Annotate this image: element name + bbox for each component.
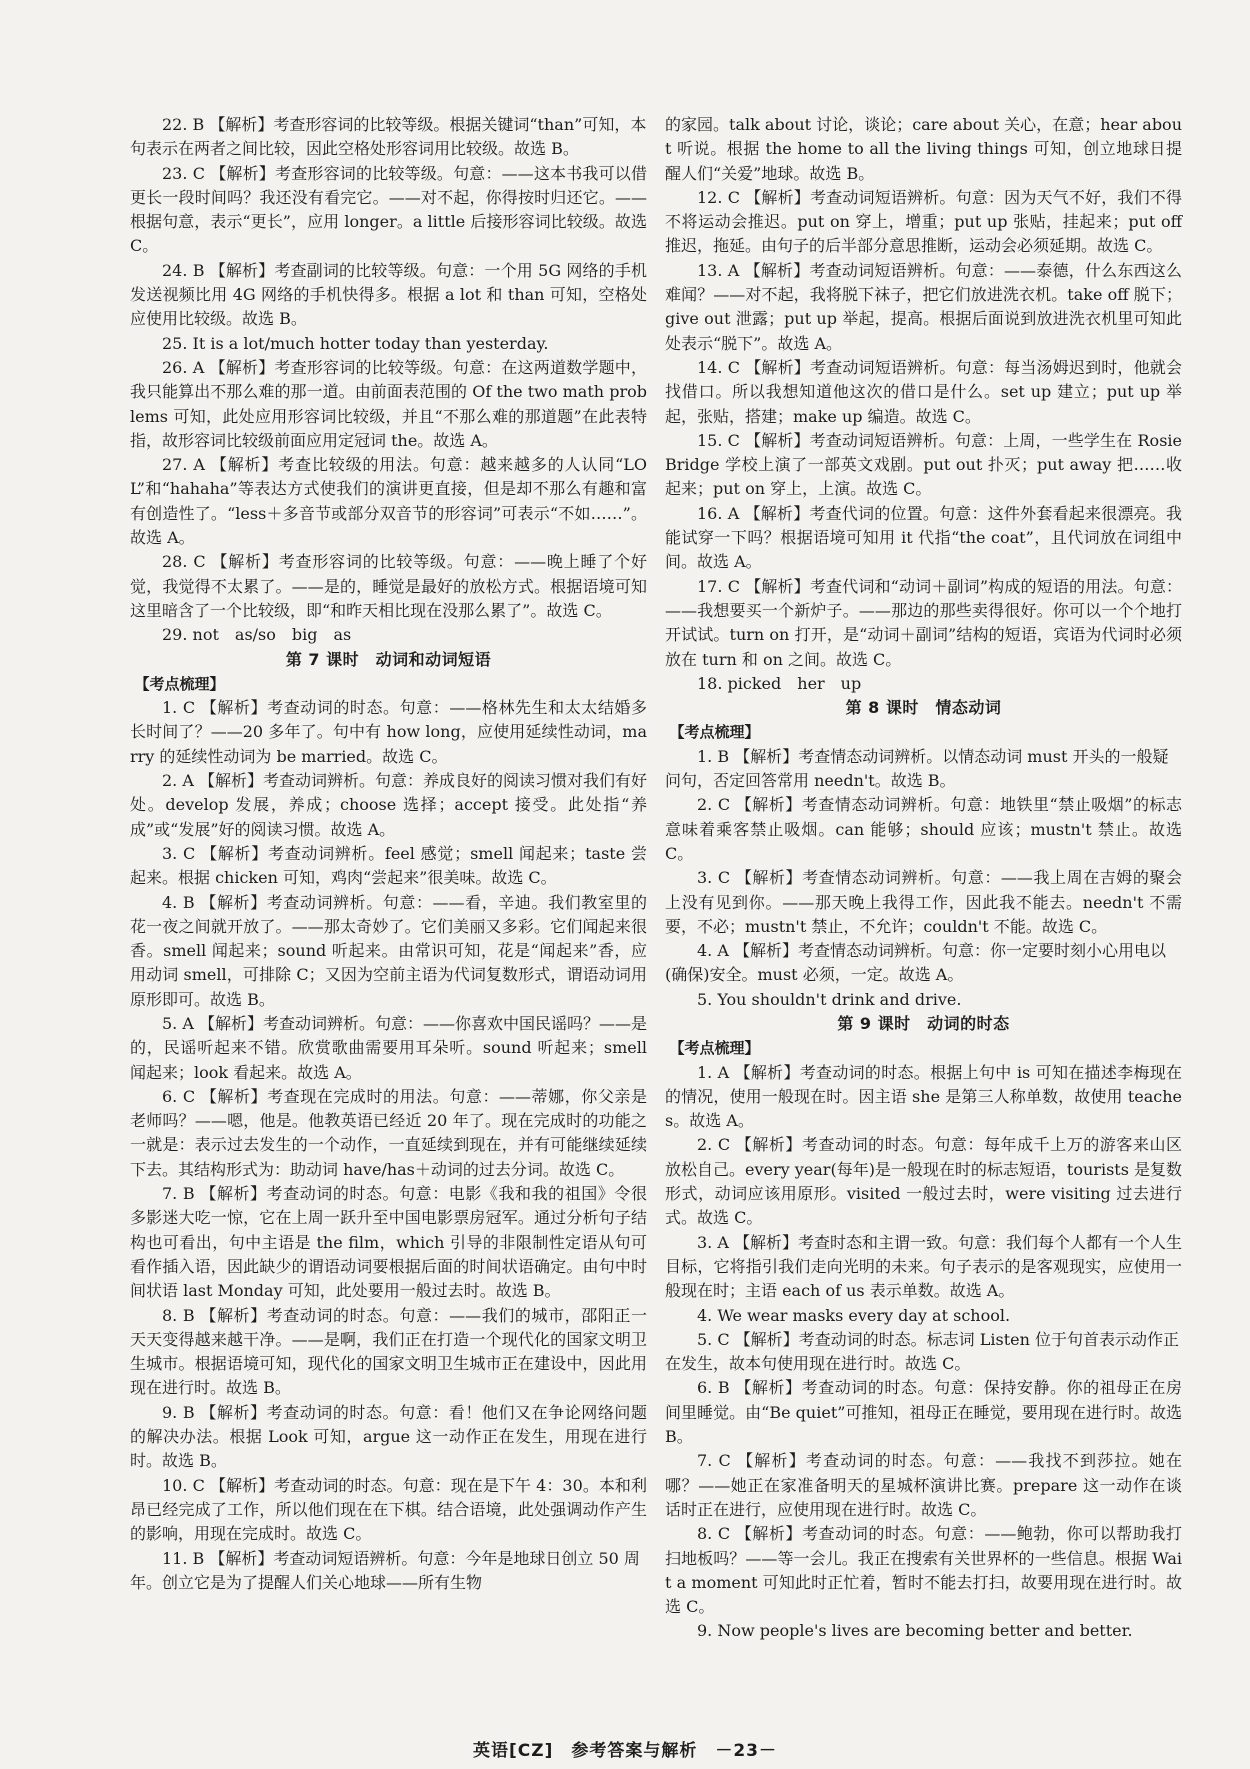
- answer-item: 28. C 【解析】考查形容词的比较等级。句意：——晚上睡了个好觉，我觉得不太累了。——是的，睡觉是最好的放松方式。根据语境可知这里暗含了一个比较级，即“和昨天相比现在没那么累了”。故选 C。: [130, 552, 647, 620]
- answer-item: 26. A 【解析】考查形容词的比较等级。句意：在这两道数学题中，我只能算出不那么难的那一道。由前面表范围的 Of the two math problems 可知，此处应用形容词比较级，并且“不那么难的那道题”在此表特指，故形容词比较级前面应用定冠词 the。故选 A。: [130, 357, 647, 450]
- answer-item: 24. B 【解析】考查副词的比较等级。句意：一个用 5G 网络的手机发送视频比用 4G 网络的手机快得多。根据 a lot 和 than 可知，空格处应使用比较级。故选 B。: [130, 260, 647, 329]
- answer-item: 18. picked her up: [697, 673, 862, 693]
- section-heading: 第 7 课时 动词和动词短语: [285, 649, 492, 669]
- answer-item: 22. B 【解析】考查形容词的比较等级。根据关键词“than”可知，本句表示在两者之间比较，因此空格处形容词用比较级。故选 B。: [130, 115, 647, 159]
- answer-item: 5. A 【解析】考查动词辨析。句意：——你喜欢中国民谣吗？——是的，民谣听起来不错。欣赏歌曲需要用耳朵听。sound 听起来；smell 闻起来；look 看起来。故选 A。: [130, 1013, 647, 1082]
- answer-item: 5. You shouldn't drink and drive.: [697, 989, 962, 1009]
- answer-item: 7. B 【解析】考查动词的时态。句意：电影《我和我的祖国》令很多影迷大吃一惊，它在上周一跃升至中国电影票房冠军。通过分析句子结构也可看出，句中主语是 the film，which 引导的非限制性定语从句可看作插入语，因此缺少的谓语动词要根据后面的时间状语确定。由句中时间状语 last Monday 可知，此处要用一般过去时。故选 B。: [130, 1184, 647, 1301]
- page-footer: 英语[CZ] 参考答案与解析 －23－: [473, 1741, 777, 1761]
- subsection-label: 【考点梳理】: [669, 723, 760, 742]
- answer-item: 6. C 【解析】考查现在完成时的用法。句意：——蒂娜，你父亲是老师吗？——嗯，他是。他教英语已经近 20 年了。现在完成时的功能之一就是：表示过去发生的一个动作，一直延续到现在，并有可能继续延续下去。其结构形式为：助动词 have/has＋动词的过去分词。故选 C。: [130, 1086, 647, 1179]
- answer-item: 9. B 【解析】考查动词的时态。句意：看！他们又在争论网络问题的解决办法。根据 Look 可知，argue 这一动作正在发生，用现在进行时。故选 B。: [130, 1402, 647, 1471]
- answer-item: 14. C 【解析】考查动词短语辨析。句意：每当汤姆迟到时，他就会找借口。所以我想知道他这次的借口是什么。set up 建立；put up 举起，张贴，搭建；make up 编造。故选 C。: [665, 357, 1182, 426]
- answer-item: 2. C 【解析】考查情态动词辨析。句意：地铁里“禁止吸烟”的标志意味着乘客禁止吸烟。can 能够；should 应该；mustn't 禁止。故选 C。: [665, 795, 1182, 863]
- answer-item: 17. C 【解析】考查代词和“动词＋副词”构成的短语的用法。句意：——我想要买一个新炉子。——那边的那些卖得很好。你可以一个个地打开试试。turn on 打开，是“动词＋副词”结构的短语，宾语为代词时必须放在 turn 和 on 之间。故选 C。: [665, 576, 1182, 669]
- subsection-label: 【考点梳理】: [669, 1039, 760, 1058]
- answer-item: 9. Now people's lives are becoming better and better.: [697, 1621, 1133, 1641]
- answer-item: 8. B 【解析】考查动词的时态。句意：——我们的城市，邵阳正一天天变得越来越干净。——是啊，我们正在打造一个现代化的国家文明卫生城市。根据语境可知，现代化的国家文明卫生城市正在建设中，因此用现在进行时。故选 B。: [130, 1305, 647, 1398]
- answer-item: 7. C 【解析】考查动词的时态。句意：——我找不到莎拉。她在哪？——她正在家准备明天的星城杯演讲比赛。prepare 这一动作在谈话时正在进行，应使用现在进行时。故选 C。: [665, 1451, 1182, 1519]
- answer-item: 3. C 【解析】考查动词辨析。feel 感觉；smell 闻起来；taste 尝起来。根据 chicken 可知，鸡肉“尝起来”很美味。故选 C。: [130, 843, 647, 888]
- answer-item: 4. We wear masks every day at school.: [697, 1305, 1011, 1325]
- section-heading: 第 8 课时 情态动词: [845, 698, 1002, 718]
- section-heading: 第 9 课时 动词的时态: [837, 1013, 1010, 1033]
- answer-item: 6. B 【解析】考查动词的时态。句意：保持安静。你的祖母正在房间里睡觉。由“Be quiet”可推知，祖母正在睡觉，要用现在进行时。故选 B。: [665, 1378, 1182, 1447]
- answer-item: 15. C 【解析】考查动词短语辨析。句意：上周，一些学生在 Rosie Bridge 学校上演了一部英文戏剧。put out 扑灭；put away 把……收起来；put on 穿上，上演。故选 C。: [665, 430, 1182, 499]
- answer-item: 3. C 【解析】考查情态动词辨析。句意：——我上周在吉姆的聚会上没有见到你。——那天晚上我得工作，因此我不能去。needn't 不需要，不必；mustn't 禁止，不允许；couldn't 不能。故选 C。: [665, 868, 1182, 936]
- answer-item: 16. A 【解析】考查代词的位置。句意：这件外套看起来很漂亮。我能试穿一下吗？根据语境可知用 it 代指“the coat”，且代词放在词组中间。故选 A。: [665, 503, 1182, 572]
- answer-item: 10. C 【解析】考查动词的时态。句意：现在是下午 4：30。本和利昂已经完成了工作，所以他们现在在下棋。结合语境，此处强调动作产生的影响，用现在完成时。故选 C。: [130, 1475, 647, 1544]
- answer-item: 29. not as/so big as: [162, 625, 352, 645]
- answer-item: 1. C 【解析】考查动词的时态。句意：——格林先生和太太结婚多长时间了？——20 多年了。句中有 how long，应使用延续性动词，marry 的延续性动词为 be married。故选 C。: [130, 698, 647, 766]
- answer-item: 4. A 【解析】考查情态动词辨析。句意：你一定要时刻小心用电以(确保)安全。must 必须，一定。故选 A。: [665, 941, 1166, 985]
- answer-item: 2. C 【解析】考查动词的时态。句意：每年成千上万的游客来山区放松自己。every year(每年)是一般现在时的标志短语，tourists 是复数形式，动词应该用原形。visited 一般过去时，were visiting 过去进行式。故选 C。: [665, 1135, 1183, 1228]
- answer-item: 4. B 【解析】考查动词辨析。句意：——看，辛迪。我们教室里的花一夜之间就开放了。——那太奇妙了。它们美丽又多彩。它们闻起来很香。smell 闻起来；sound 听起来。由常识可知，花是“闻起来”香，应用动词 smell，可排除 C；又因为空前主语为代词复数形式，谓语动词用原形即可。故选 B。: [130, 892, 647, 1009]
- answer-item: 12. C 【解析】考查动词短语辨析。句意：因为天气不好，我们不得不将运动会推迟。put on 穿上，增重；put up 张贴，挂起来；put off 推迟，拖延。由句子的后半部分意思推断，运动会必须延期。故选 C。: [665, 187, 1182, 256]
- left-column: [130, 113, 647, 1595]
- answer-item: 2. A 【解析】考查动词辨析。句意：养成良好的阅读习惯对我们有好处。develop 发展，养成；choose 选择；accept 接受。此处指“养成”或“发展”好的阅读习惯。故选 A。: [130, 771, 647, 839]
- answer-item: 25. It is a lot/much hotter today than yesterday.: [162, 333, 549, 353]
- answer-item: 23. C 【解析】考查形容词的比较等级。句意：——这本书我可以借更长一段时间吗？我还没有看完它。——对不起，你得按时归还它。——根据句意，表示“更长”，应用 longer。a little 后接形容词比较级。故选 C。: [130, 163, 647, 256]
- subsection-label: 【考点梳理】: [134, 674, 225, 693]
- answer-item: 27. A 【解析】考查比较级的用法。句意：越来越多的人认同“LOL”和“hahaha”等表达方式使我们的演讲更直接，但是却不那么有趣和富有创造性了。“less＋多音节或部分双音节的形容词”可表示“不如……”。故选 A。: [130, 455, 647, 548]
- answer-item: 13. A 【解析】考查动词短语辨析。句意：——泰德，什么东西这么难闻？——对不起，我将脱下袜子，把它们放进洗衣机。take off 脱下；give out 泄露；put up 举起，提高。根据后面说到放进洗衣机里可知此处表示“脱下”。故选 A。: [665, 260, 1182, 353]
- answer-item: 3. A 【解析】考查时态和主谓一致。句意：我们每个人都有一个人生目标，它将指引我们走向光明的未来。句子表示的是客观现实，应使用一般现在时；主语 each of us 表示单数。故选 A。: [665, 1232, 1182, 1301]
- answer-item: 8. C 【解析】考查动词的时态。句意：——鲍勃，你可以帮助我打扫地板吗？——等一会儿。我正在搜索有关世界杯的一些信息。根据 Wait a moment 可知此时正忙着，暂时不能去打扫，故要用现在进行时。故选 C。: [665, 1524, 1182, 1617]
- right-column: [665, 113, 1182, 1644]
- answer-item: 1. B 【解析】考查情态动词辨析。以情态动词 must 开头的一般疑问句，否定回答常用 needn't。故选 B。: [665, 746, 1169, 791]
- answer-item: 的家园。talk about 讨论，谈论；care about 关心，在意；hear about 听说。根据 the home to all the living things 可知，创立地球日提醒人们“关爱”地球。故选 B。: [665, 115, 1182, 183]
- answer-item: 5. C 【解析】考查动词的时态。标志词 Listen 位于句首表示动作正在发生，故本句使用现在进行时。故选 C。: [665, 1329, 1180, 1374]
- answer-item: 1. A 【解析】考查动词的时态。根据上句中 is 可知在描述李梅现在的情况，使用一般现在时。因主语 she 是第三人称单数，故使用 teaches。故选 A。: [665, 1062, 1182, 1131]
- answer-item: 11. B 【解析】考查动词短语辨析。句意：今年是地球日创立 50 周年。创立它是为了提醒人们关心地球——所有生物: [130, 1548, 640, 1592]
